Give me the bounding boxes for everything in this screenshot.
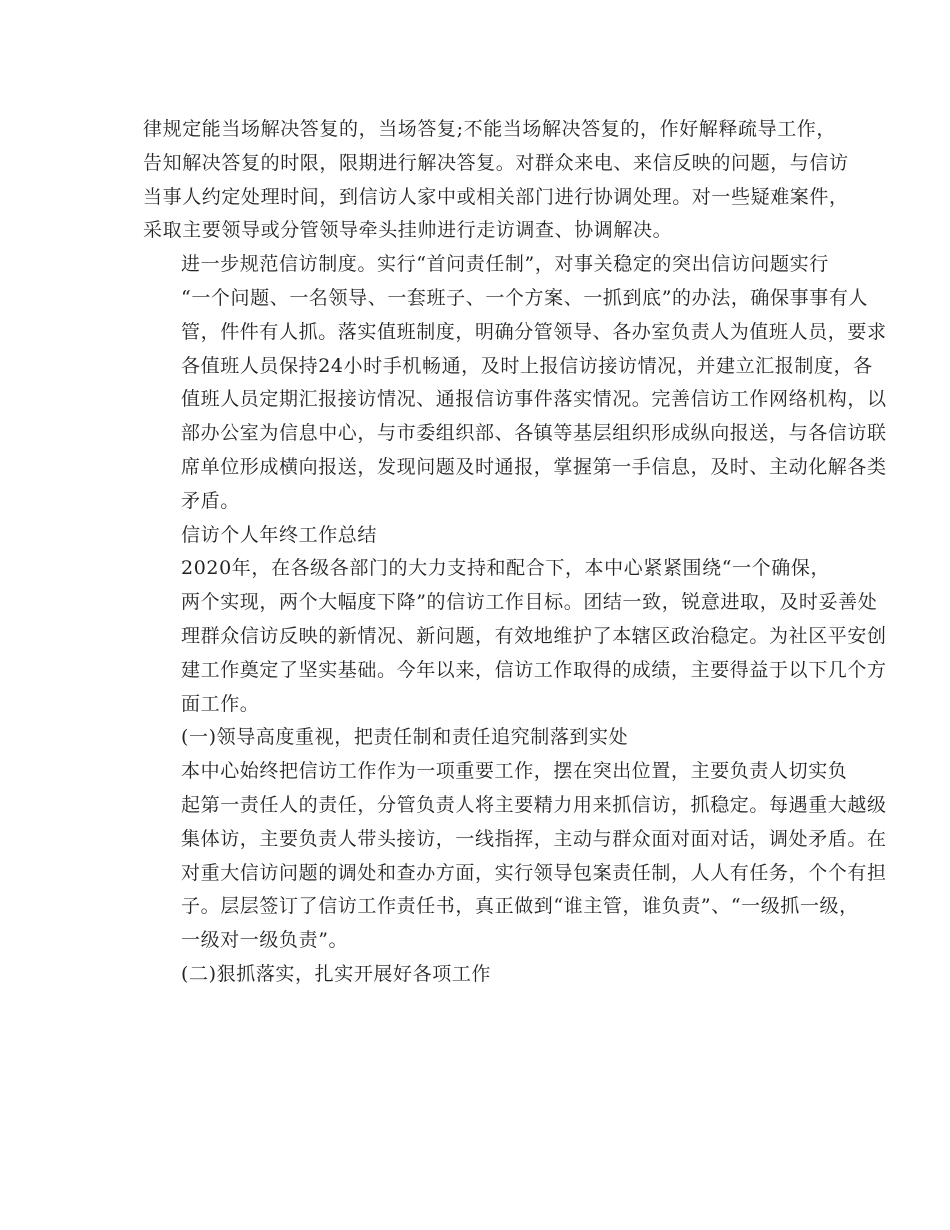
- paragraph: [143, 552, 887, 721]
- text-line: 两个实现，两个大幅度下降”的信访工作目标。团结一致，锐意进取，及时妥善处: [181, 591, 878, 614]
- paragraph: [143, 519, 815, 553]
- text-line: 席单位形成横向报送，发现问题及时通报，掌握第一手信息，及时、主动化解各类: [181, 455, 887, 478]
- text-line: 部办公室为信息中心，与市委组织部、各镇等基层组织形成纵向报送，与各信访联: [181, 422, 887, 445]
- text-line: (一)领导高度重视，把责任制和责任追究制落到实处: [181, 726, 629, 749]
- text-line: 起第一责任人的责任，分管负责人将主要精力用来抓信访，抓稳定。每遇重大越级: [181, 793, 887, 816]
- paragraph: [143, 113, 849, 248]
- text-line: 集体访，主要负责人带头接访，一线指挥，主动与群众面对面对话，调处矛盾。在: [181, 827, 887, 850]
- text-line: 管，件件有人抓。落实值班制度，明确分管领导、各办室负责人为值班人员，要求: [181, 320, 887, 343]
- text-line: 矛盾。: [181, 489, 240, 512]
- paragraph: [143, 958, 815, 992]
- text-line: 一级对一级负责”。: [181, 929, 349, 952]
- text-line: 信访个人年终工作总结: [181, 523, 378, 546]
- text-line: 子。层层签订了信访工作责任书，真正做到“谁主管，谁负责”、“一级抓一级，: [181, 895, 859, 918]
- text-line: 采取主要领导或分管领导牵头挂帅进行走访调查、协调解决。: [143, 219, 673, 242]
- text-line: 建工作奠定了坚实基础。今年以来，信访工作取得的成绩，主要得益于以下几个方: [181, 658, 887, 681]
- text-line: 律规定能当场解决答复的，当场答复;不能当场解决答复的，作好解释疏导工作，: [143, 118, 837, 140]
- text-line: (二)狠抓落实，扎实开展好各项工作: [181, 962, 492, 985]
- text-line: 面工作。: [181, 692, 260, 715]
- text-line: 本中心始终把信访工作作为一项重要工作，摆在突出位置，主要负责人切实负: [181, 760, 848, 783]
- text-line: 告知解决答复的时限，限期进行解决答复。对群众来电、来信反映的问题，与信访: [143, 151, 849, 174]
- text-line: 2020年，在各级各部门的大力支持和配合下，本中心紧紧围绕“一个确保，: [181, 557, 831, 580]
- text-line: 对重大信访问题的调处和查办方面，实行领导包案责任制，人人有任务，个个有担: [181, 861, 887, 884]
- paragraph: [143, 755, 887, 958]
- paragraph: [143, 721, 815, 755]
- text-line: 进一步规范信访制度。实行“首问责任制”，对事关稳定的突出信访问题实行: [181, 253, 829, 276]
- text-line: 各值班人员保持24小时手机畅通，及时上报信访接访情况，并建立汇报制度，各: [181, 354, 873, 377]
- text-line: “一个问题、一名领导、一套班子、一个方案、一抓到底”的办法，确保事事有人: [181, 286, 869, 309]
- document-body: [143, 113, 887, 992]
- text-line: 理群众信访反映的新情况、新问题，有效地维护了本辖区政治稳定。为社区平安创: [181, 624, 887, 647]
- text-line: 当事人约定处理时间，到信访人家中或相关部门进行协调处理。对一些疑难案件，: [143, 185, 849, 208]
- text-line: 值班人员定期汇报接访情况、通报信访事件落实情况。完善信访工作网络机构，以: [181, 388, 887, 411]
- paragraph: [143, 248, 887, 518]
